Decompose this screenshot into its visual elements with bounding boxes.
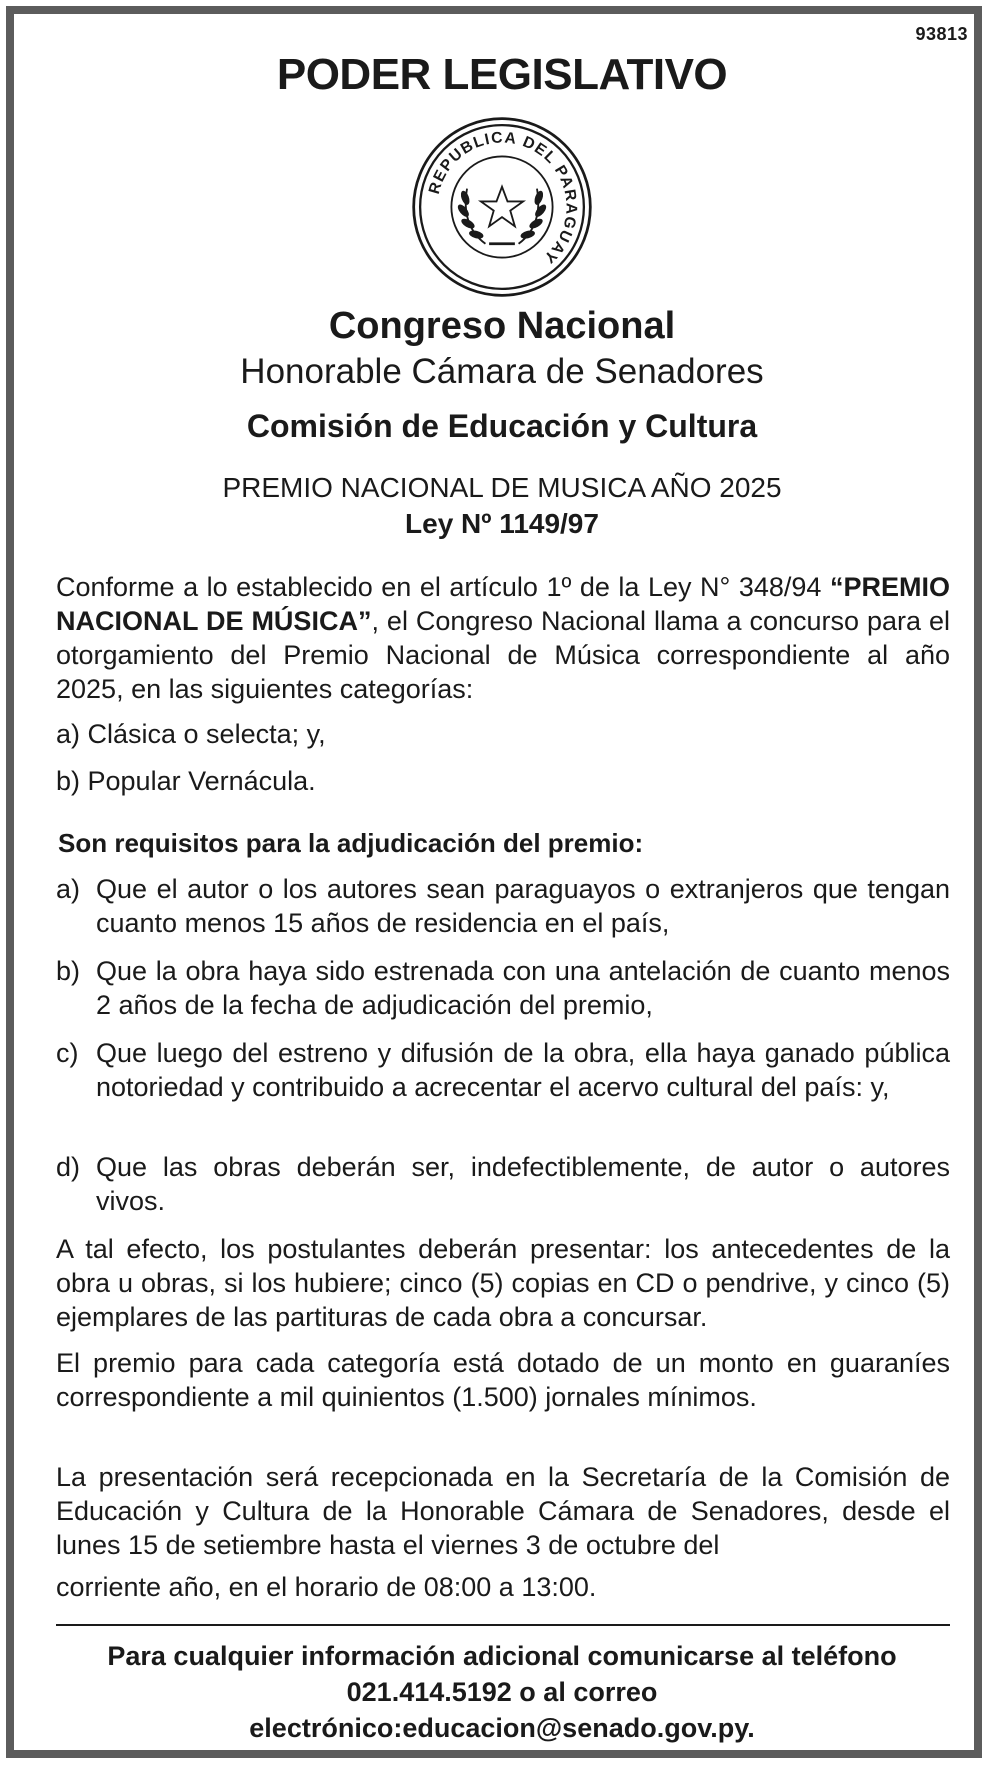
- category-item: b) Popular Vernácula.: [56, 766, 316, 796]
- paraguay-seal-icon: [410, 115, 594, 299]
- contact-phone: 021.414.5192 o al correo: [346, 1677, 658, 1707]
- category-item: a) Clásica o selecta; y,: [56, 719, 326, 749]
- submission-requirements-paragraph: A tal efecto, los postulantes deberán presentar: los antecedentes de la obra u obras, si los hubiere; cinco (5) copias en CD o pendrive, y cinco (5) ejemplares de las partituras de cada obra a concursar.: [56, 1234, 950, 1332]
- requirements-heading: Son requisitos para la adjudicación del premio:: [58, 828, 644, 858]
- contact-block: [40, 1638, 964, 1746]
- divider: [56, 1624, 950, 1626]
- congress-name: Congreso Nacional: [328, 305, 676, 347]
- law-reference: Ley Nº 1149/97: [405, 508, 599, 539]
- reference-number: 93813: [915, 24, 968, 44]
- requirement-letter: a): [56, 874, 81, 904]
- requirement-text: Que la obra haya sido estrenada con una antelación de cuanto menos 2 años de la fecha de adjudicación del premio,: [96, 956, 950, 1020]
- award-title: PREMIO NACIONAL DE MUSICA AÑO 2025: [222, 472, 782, 503]
- requirement-item: [56, 1036, 950, 1104]
- intro-text-1: Conforme a lo establecido en el artículo 1º de la Ley N° 348/94: [56, 572, 830, 602]
- requirement-text: Que el autor o los autores sean paraguayos o extranjeros que tengan cuanto menos 15 años de residencia en el país,: [96, 874, 950, 938]
- requirement-text: Que luego del estreno y difusión de la obra, ella haya ganado pública notoriedad y contribuido a acrecentar el acervo cultural del país: y,: [96, 1038, 950, 1102]
- intro-text-2: , el Congreso Nacional llama a concurso para el otorgamiento del Premio Nacional de Música correspondiente al año 2025, en las siguientes categorías:: [56, 606, 950, 704]
- intro-paragraph: [56, 570, 950, 706]
- requirement-item: [56, 872, 950, 940]
- submission-hours-text: corriente año, en el horario de 08:00 a 13:00.: [56, 1572, 597, 1602]
- institution-title: PODER LEGISLATIVO: [276, 50, 728, 99]
- contact-line: Para cualquier información adicional comunicarse al teléfono: [107, 1641, 897, 1671]
- requirement-letter: b): [56, 956, 81, 986]
- prize-amount-paragraph: El premio para cada categoría está dotado de un monto en guaraníes correspondiente a mil quinientos (1.500) jornales mínimos.: [56, 1348, 950, 1412]
- submission-dates-paragraph: [56, 1460, 950, 1604]
- requirement-letter: c): [56, 1038, 79, 1068]
- requirement-letter: d): [56, 1152, 81, 1182]
- contact-email: electrónico:educacion@senado.gov.py.: [249, 1713, 755, 1743]
- requirement-item: [56, 954, 950, 1022]
- commission-name: Comisión de Educación y Cultura: [246, 408, 758, 444]
- intro-award-name: “PREMIO NACIONAL DE MÚSICA”: [56, 572, 950, 636]
- requirement-text: Que las obras deberán ser, indefectiblemente, de autor o autores vivos.: [96, 1152, 950, 1216]
- requirement-item: [56, 1150, 950, 1218]
- seal-text: REPUBLICA DEL PARAGUAY: [425, 129, 580, 267]
- chamber-name: Honorable Cámara de Senadores: [240, 352, 764, 391]
- submission-dates-text: La presentación será recepcionada en la Secretaría de la Comisión de Educación y Cultura de la Honorable Cámara de Senadores, desde el lunes 15 de setiembre hasta el viernes 3 de octubre del: [56, 1462, 950, 1560]
